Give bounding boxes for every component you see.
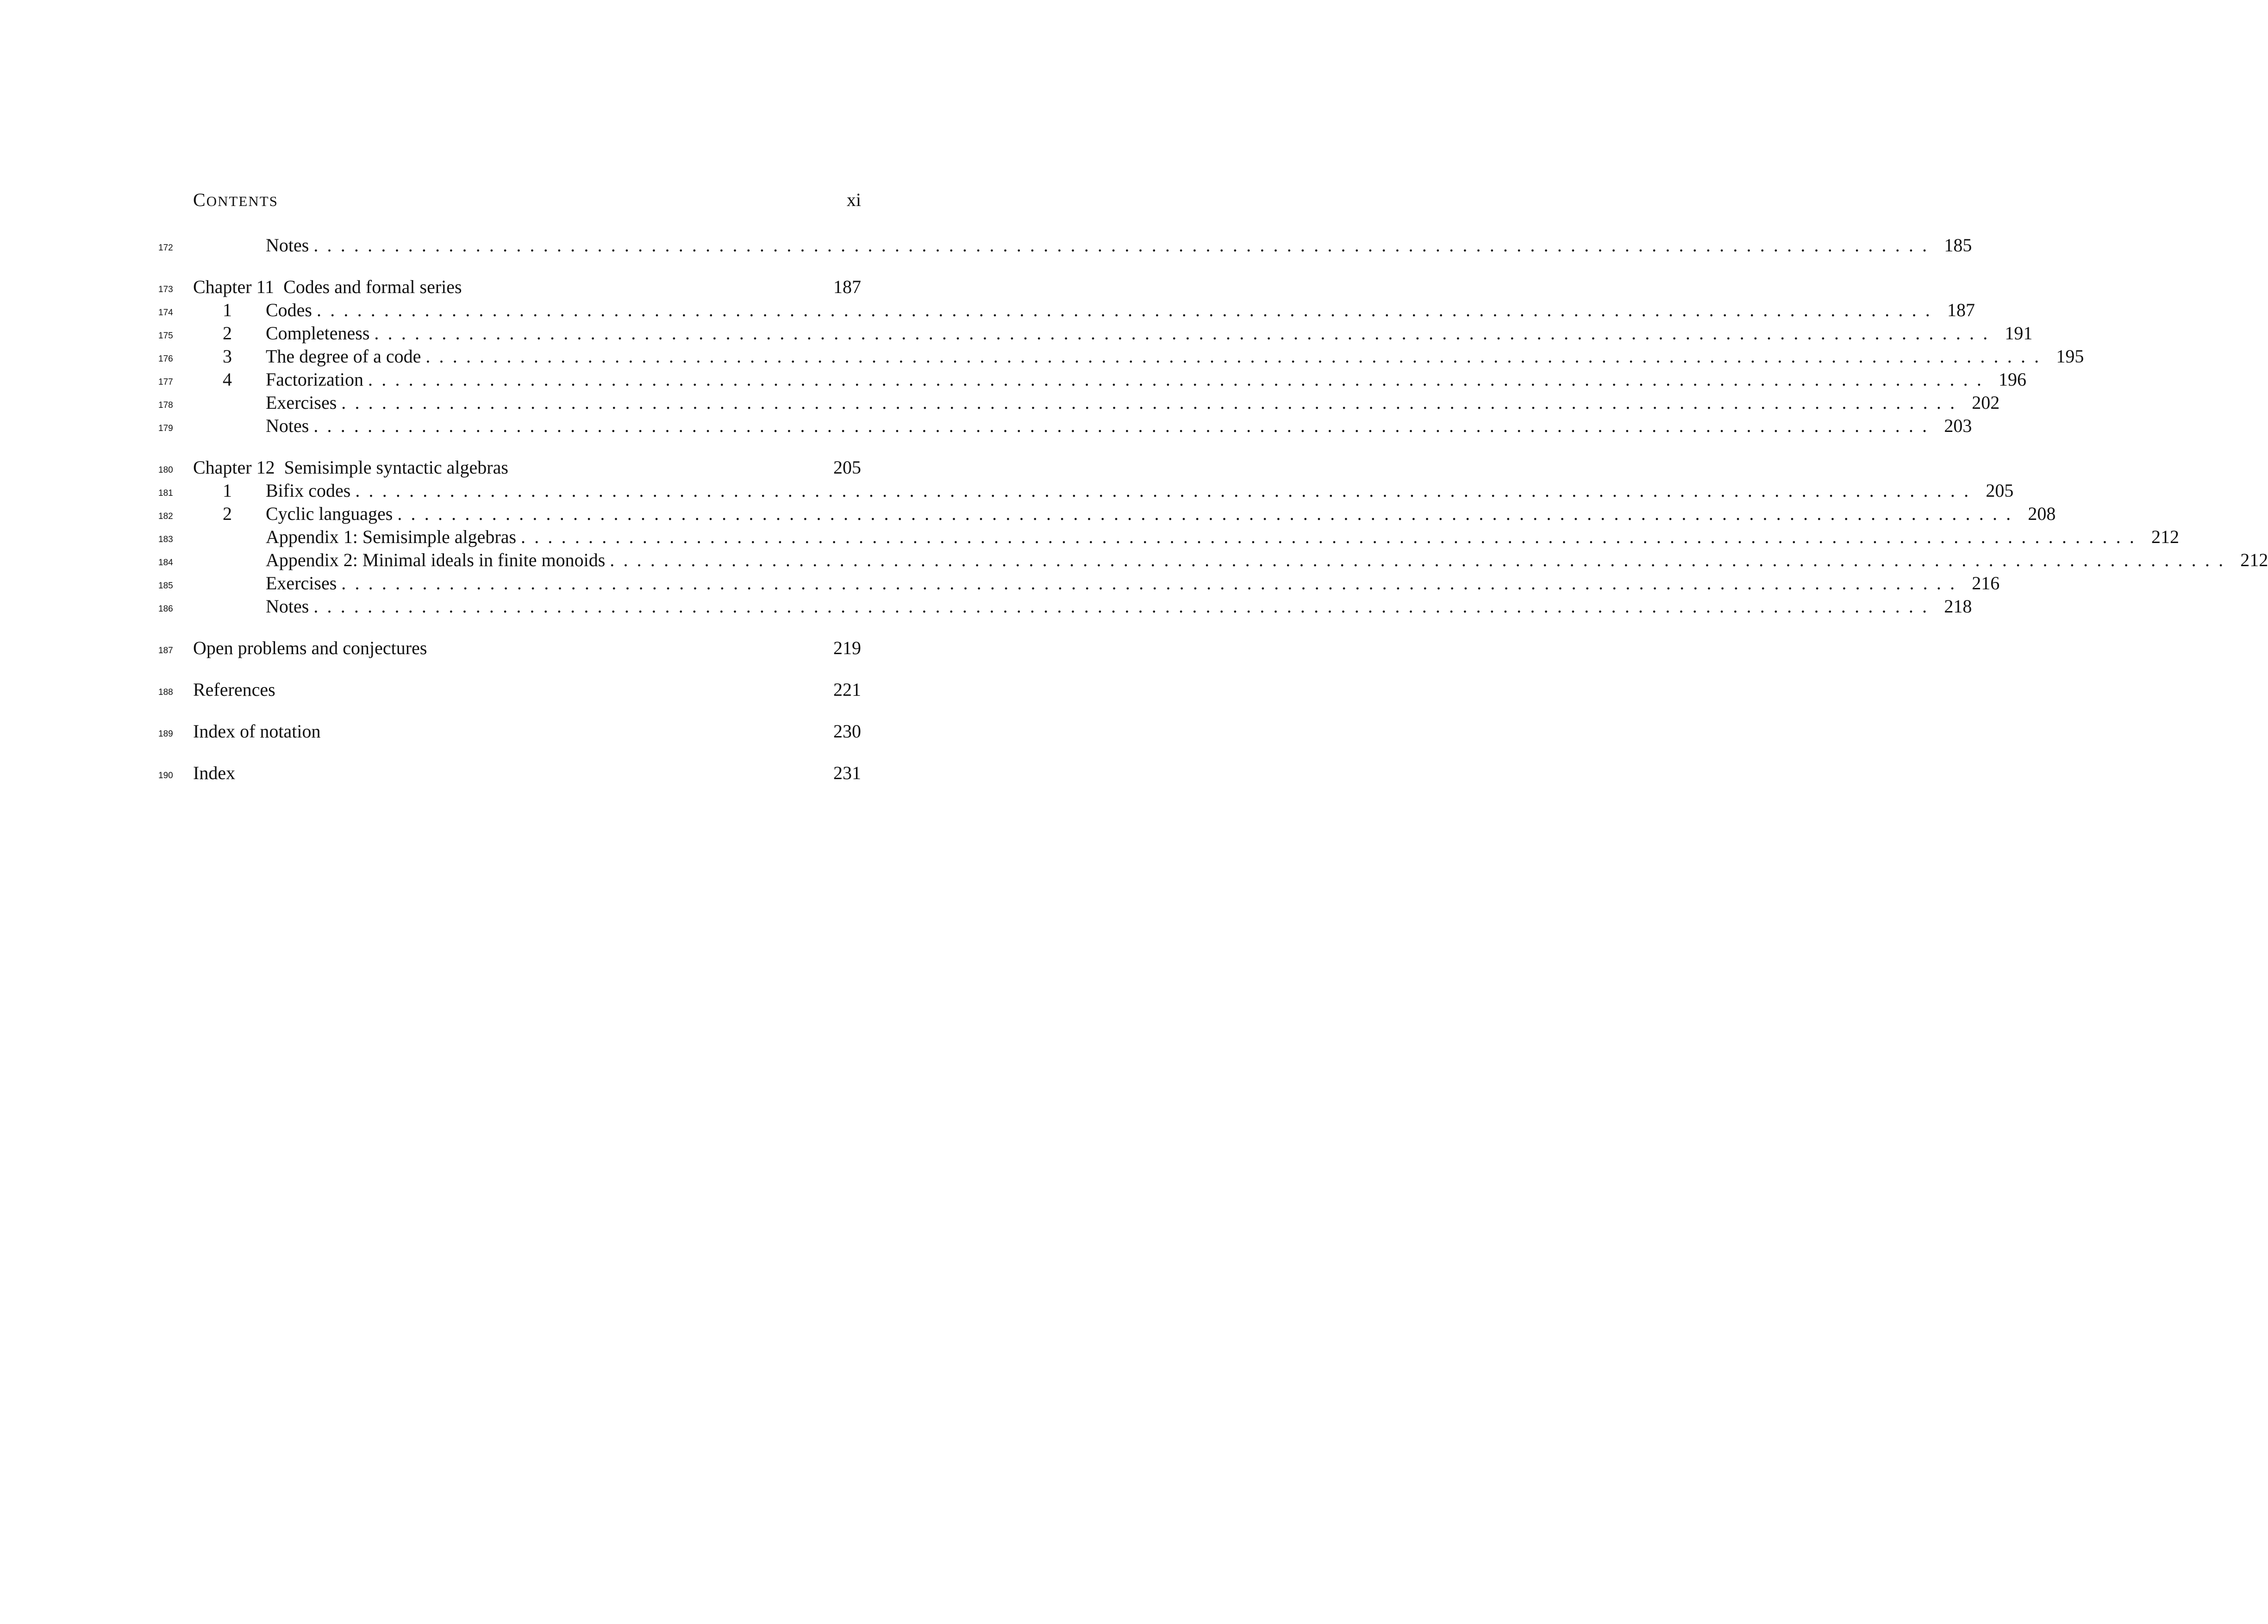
toc-row [0,525,2180,549]
line-number: 178 [158,400,173,410]
section-number: 2 [223,323,232,344]
line-number: 182 [158,512,173,521]
toc-entry-page: 196 [1999,369,2027,390]
line-number: 187 [158,646,173,656]
leader-dots: ........................................................................................................................ [341,392,1964,413]
section-number: 4 [223,369,232,390]
leader-dots: ........................................................................................................................ [368,369,1991,390]
toc-row [0,479,2014,502]
leader-dots: ........................................................................................................................ [313,596,1936,617]
toc-entry[interactable] [266,549,2268,572]
toc-entry[interactable] [266,234,1972,257]
toc-entry[interactable] [266,572,2000,595]
toc-entry-page: 187 [833,276,861,297]
section-number: 2 [223,503,232,524]
toc-entry-title: Chapter 11 Codes and formal series [193,276,462,297]
toc-row [0,322,2033,345]
running-header-page-number: xi [846,189,861,210]
toc-entry-page: 205 [833,457,861,478]
header-title-rest: ONTENTS [206,193,278,209]
toc-entry-page: 195 [2056,346,2084,367]
toc-entry-title: Exercises [266,573,337,593]
toc-entry-page: 205 [1986,480,2014,501]
toc-entry-title: Notes [266,415,309,436]
line-number: 188 [158,687,173,697]
line-number: 173 [158,285,173,294]
line-number: 174 [158,308,173,318]
toc-row [0,637,1148,660]
toc-entry[interactable] [193,678,861,701]
toc-entry-title: Notes [266,596,309,617]
toc-entry-title: Appendix 1: Semisimple algebras [266,526,517,547]
toc-entry-title: Factorization [266,369,364,390]
toc-entry[interactable] [193,637,861,660]
toc-entry-title: The degree of a code [266,346,421,367]
toc-entry-title: Exercises [266,392,337,413]
toc-row [0,762,1148,785]
toc-entry-title: References [193,679,275,700]
toc-entry[interactable] [266,345,2084,368]
leader-dots: ........................................................................................................................ [341,573,1964,593]
leader-dots: ........................................................................................................................ [521,526,2143,547]
toc-entry[interactable] [266,299,1975,322]
line-number: 186 [158,604,173,614]
toc-entry-title: Appendix 2: Minimal ideals in finite monoids [266,550,606,570]
line-number: 180 [158,465,173,475]
toc-entry-title: Bifix codes [266,480,351,501]
toc-row [0,275,1148,299]
header-title-initial: C [193,189,206,210]
leader-dots: ........................................................................................................................ [374,323,1997,344]
leader-dots: ........................................................................................................................ [397,503,2020,524]
toc-row [0,414,1972,437]
toc-entry-title: Codes [266,300,312,320]
leader-dots: ........................................................................................................................ [610,550,2232,570]
section-number: 1 [223,480,232,501]
line-number: 184 [158,558,173,568]
toc-entry-page: 203 [1944,415,1972,436]
toc-entry-page: 219 [833,637,861,658]
toc-entry-title: Index [193,762,236,783]
toc-entry-page: 216 [1972,573,2000,593]
toc-entry-title: Completeness [266,323,370,344]
line-number: 175 [158,331,173,341]
toc-entry-page: 231 [833,762,861,783]
toc-entry[interactable] [266,391,2000,414]
toc-row [0,549,2268,572]
toc-entry-page: 191 [2005,323,2033,344]
line-number: 189 [158,729,173,739]
leader-dots: ........................................................................................................................ [313,415,1936,436]
leader-dots: ........................................................................................................................ [425,346,2048,367]
toc-entry-title: Chapter 12 Semisimple syntactic algebras [193,457,508,478]
toc-entry[interactable] [193,720,861,743]
toc-entry-title: Notes [266,235,309,256]
toc-entry-page: 212 [2151,526,2180,547]
toc-entry[interactable] [266,414,1972,437]
toc-entry[interactable] [266,322,2033,345]
toc-row [0,234,1972,257]
line-number: 190 [158,771,173,781]
toc-entry[interactable] [193,456,861,479]
toc-entry-page: 202 [1972,392,2000,413]
toc-entry-page: 212 [2240,550,2268,570]
toc-row [0,391,2000,414]
toc-entry-page: 218 [1944,596,1972,617]
line-number: 181 [158,488,173,498]
running-header-title [193,189,278,211]
leader-dots: ........................................................................................................................ [355,480,1978,501]
toc-entry-title: Cyclic languages [266,503,393,524]
section-number: 3 [223,346,232,367]
toc-entry[interactable] [266,368,2027,391]
toc-entry[interactable] [266,595,1972,618]
toc-entry-page: 208 [2028,503,2056,524]
toc-entry-page: 230 [833,721,861,742]
line-number: 176 [158,354,173,364]
toc-entry[interactable] [266,525,2180,549]
toc-row [0,456,1148,479]
line-number: 185 [158,581,173,591]
leader-dots: ........................................................................................................................ [317,300,1939,320]
toc-entry-title: Open problems and conjectures [193,637,427,658]
toc-row [0,678,1148,701]
toc-entry-title: Index of notation [193,721,321,742]
leader-dots: ........................................................................................................................ [313,235,1936,256]
toc-row [0,720,1148,743]
toc-entry[interactable] [266,502,2056,525]
toc-entry[interactable] [193,275,861,299]
line-number: 183 [158,535,173,544]
toc-row [0,502,2056,525]
toc-row [0,368,2027,391]
toc-entry-page: 221 [833,679,861,700]
line-number: 172 [158,243,173,253]
toc-entry[interactable] [266,479,2014,502]
line-number: 179 [158,424,173,433]
toc-row [0,595,1972,618]
toc-entry-page: 187 [1947,300,1975,320]
line-number: 177 [158,377,173,387]
toc-entry-page: 185 [1944,235,1972,256]
toc-row [0,299,1975,322]
section-number: 1 [223,300,232,320]
toc-row [0,572,2000,595]
toc-row [0,345,2084,368]
running-header [193,189,861,217]
toc-entry[interactable] [193,762,861,785]
